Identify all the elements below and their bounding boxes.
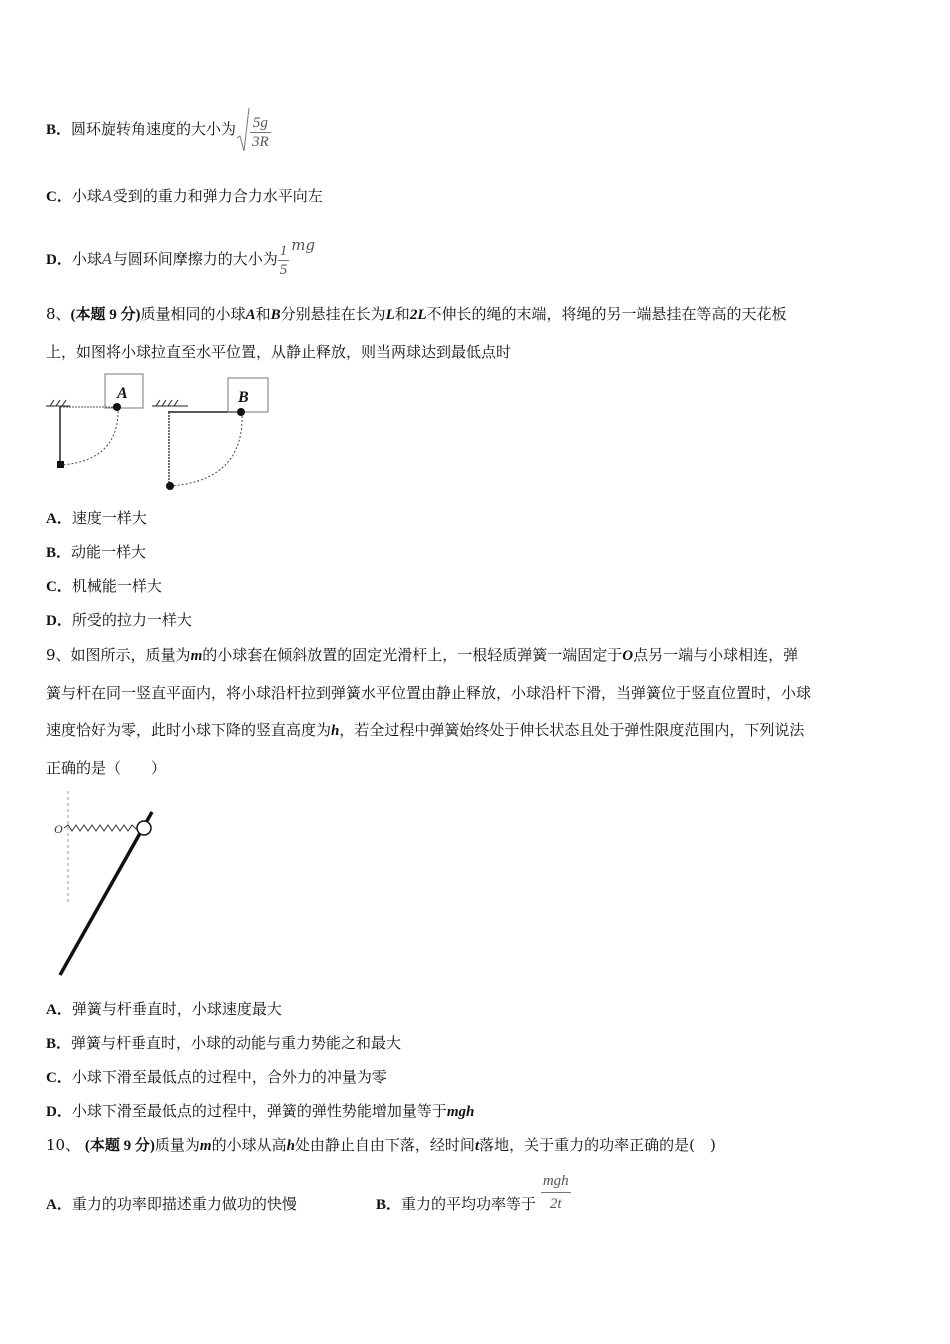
question-number: 10、 — [46, 1136, 81, 1154]
label-b: B — [238, 389, 249, 406]
figure-b — [152, 378, 268, 490]
stem-text: 速度恰好为零，此时小球下降的竖直高度为 — [46, 721, 332, 739]
option-label: B． — [376, 1197, 402, 1213]
stem-text: 的小球从高 — [211, 1136, 287, 1154]
q8-stem — [46, 296, 906, 371]
q9-option-b — [46, 1033, 401, 1054]
variable-a: A — [101, 187, 113, 205]
variable: 2L — [409, 307, 427, 323]
option-text: 小球 — [71, 250, 102, 268]
variable: m — [199, 1138, 212, 1154]
variable: m — [190, 648, 203, 664]
option-label: D． — [46, 1104, 72, 1120]
option-label: A． — [46, 1002, 72, 1018]
q9-stem — [46, 637, 906, 787]
option-label: C． — [46, 1070, 72, 1086]
stem-text: 质量相同的小球 — [140, 305, 246, 323]
label-a: A — [117, 385, 128, 402]
q8-option-d — [46, 610, 192, 631]
option-label: A． — [46, 1197, 72, 1213]
sqrt-sign — [236, 106, 250, 154]
q9-option-a — [46, 999, 282, 1020]
expression-mgh: mgh — [446, 1104, 475, 1120]
fraction — [250, 114, 271, 151]
stem-text: 正确的是（ ） — [46, 759, 167, 777]
option-text: 所受的拉力一样大 — [71, 611, 192, 629]
q9-option-d — [46, 1101, 474, 1122]
sqrt-expression — [236, 106, 292, 154]
q9-option-c — [46, 1067, 387, 1088]
q7-option-b — [46, 104, 292, 155]
fraction-denominator: 3R — [252, 133, 269, 150]
stem-text: 和 — [394, 305, 410, 323]
figure-a — [46, 374, 143, 468]
q10-option-b — [376, 1168, 571, 1241]
stem-text: 如图所示，质量为 — [70, 646, 191, 664]
variable: L — [385, 307, 395, 323]
stem-text: 落地，关于重力的功率正确的是( ) — [479, 1136, 716, 1154]
q9-figure — [50, 785, 170, 985]
option-label: C． — [46, 189, 72, 205]
option-label: A． — [46, 511, 72, 527]
option-text: 重力的平均功率等于 — [401, 1195, 537, 1213]
option-label: D． — [46, 252, 72, 268]
ball-b-bottom — [166, 482, 174, 490]
option-text: 小球 — [71, 187, 102, 205]
fraction — [278, 242, 290, 279]
spring — [64, 825, 140, 831]
q10-option-a — [46, 1194, 297, 1215]
option-label: D． — [46, 613, 72, 629]
option-label: B． — [46, 545, 72, 561]
option-text: 动能一样大 — [71, 543, 147, 561]
option-text-tail: 受到的重力和弹力合力水平向左 — [112, 187, 323, 205]
fraction-numerator: 1 — [279, 242, 288, 259]
question-number: 9、 — [46, 646, 71, 664]
stem-text: 点另一端与小球相连，弹 — [633, 646, 799, 664]
variable: B — [270, 307, 281, 323]
stem-text: 处由静止自由下落，经时间 — [294, 1136, 475, 1154]
ball-b-top — [237, 408, 245, 416]
stem-text: 质量为 — [154, 1136, 200, 1154]
option-text: 速度一样大 — [71, 509, 147, 527]
fraction-numerator: 5g — [250, 114, 271, 133]
option-text: 弹簧与杆垂直时，小球速度最大 — [71, 1000, 282, 1018]
stem-text: ，若全过程中弹簧始终处于伸长状态且处于弹性限度范围内，下列说法 — [339, 721, 805, 739]
option-text: 弹簧与杆垂直时，小球的动能与重力势能之和最大 — [71, 1034, 402, 1052]
variable: h — [331, 723, 340, 739]
fraction-numerator: mgh — [541, 1170, 571, 1193]
fraction — [541, 1170, 571, 1215]
stem-text: 上，如图将小球拉直至水平位置，从静止释放，则当两球达到最低点时 — [46, 343, 512, 361]
option-text: 圆环旋转角速度的大小为 — [71, 120, 237, 138]
stem-text: 簧与杆在同一竖直平面内，将小球沿杆拉到弹簧水平位置由静止释放，小球沿杆下滑，当弹簧位于竖直位置时，小球 — [46, 684, 812, 702]
question-score: (本题 9 分) — [84, 1138, 155, 1154]
variable: h — [286, 1138, 295, 1154]
ball-a-top — [113, 403, 121, 411]
question-number: 8、 — [46, 305, 71, 323]
q8-option-c — [46, 576, 162, 597]
option-label: B． — [46, 122, 72, 138]
rod — [60, 812, 152, 975]
q7-option-c — [46, 186, 323, 207]
fraction-denominator: 5 — [279, 261, 288, 278]
q10-stem — [46, 1135, 716, 1156]
variable-a: A — [101, 250, 113, 268]
option-text: 小球下滑至最低点的过程中，弹簧的弹性势能增加量等于 — [71, 1102, 447, 1120]
option-text: 小球下滑至最低点的过程中，合外力的冲量为零 — [71, 1068, 387, 1086]
q7-option-d — [46, 220, 315, 285]
option-label: C． — [46, 579, 72, 595]
ball-a-bottom — [57, 461, 64, 468]
q8-option-b — [46, 542, 146, 563]
option-text: 机械能一样大 — [71, 577, 162, 595]
variable: A — [245, 307, 256, 323]
stem-text: 不伸长的绳的末端，将绳的另一端悬挂在等高的天花板 — [426, 305, 787, 323]
option-text: 重力的功率即描述重力做功的快慢 — [71, 1195, 297, 1213]
fraction-denominator: 2t — [549, 1196, 562, 1212]
variable: t — [474, 1138, 480, 1154]
option-label: B． — [46, 1036, 72, 1052]
stem-text: 和 — [255, 305, 271, 323]
label-o: O — [54, 822, 63, 836]
expression-mg: mg — [291, 236, 316, 254]
variable: O — [622, 648, 634, 664]
q8-figure — [40, 370, 280, 496]
question-score: (本题 9 分) — [70, 307, 141, 323]
ball — [137, 821, 151, 835]
option-text-tail: 与圆环间摩擦力的大小为 — [112, 250, 278, 268]
stem-text: 分别悬挂在长为 — [280, 305, 386, 323]
stem-text: 的小球套在倾斜放置的固定光滑杆上，一根轻质弹簧一端固定于 — [202, 646, 623, 664]
q8-option-a — [46, 508, 147, 529]
